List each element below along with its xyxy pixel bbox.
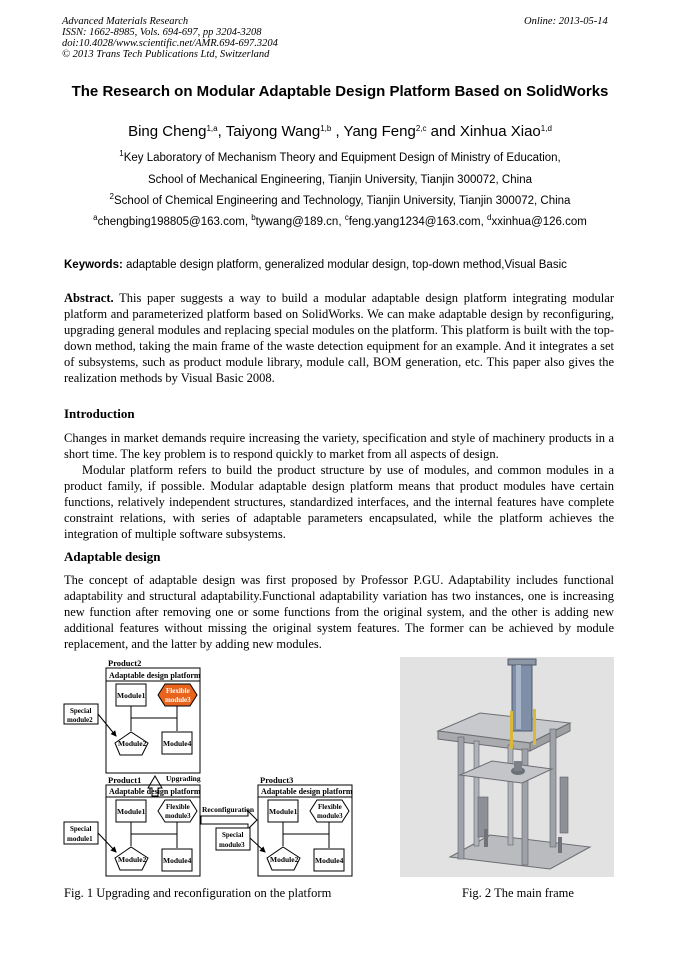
- email-sep: ,: [480, 216, 487, 228]
- aff-sup: 2: [109, 192, 114, 201]
- author-name: Taiyong Wang: [225, 123, 321, 140]
- module4-label: Module4: [315, 856, 344, 865]
- journal-name: Advanced Materials Research: [62, 16, 189, 27]
- author-name: Yang Feng: [343, 123, 416, 140]
- cylinder: [512, 661, 532, 731]
- intro-paragraph-1: Changes in market demands require increasing the variety, specification and style of machinery products in a short time. The key problem is to respond quickly to market from all aspects of design.: [64, 431, 614, 461]
- cylinder-highlight: [516, 665, 521, 729]
- guide-rod: [510, 711, 513, 749]
- email-sup: d: [486, 213, 492, 222]
- author-sup: 1,b: [320, 124, 332, 133]
- guide-rod: [533, 709, 536, 745]
- figure-2-main-frame-image: [400, 657, 614, 877]
- arrow: [98, 714, 116, 736]
- arrow: [98, 833, 116, 852]
- keywords-label: Keywords:: [64, 259, 123, 271]
- affiliation-2: [40, 194, 640, 208]
- column: [508, 745, 513, 845]
- author-sep: ,: [217, 123, 226, 140]
- bracket: [560, 777, 568, 833]
- special-module1-label-a: Special: [70, 825, 92, 833]
- issn-line: ISSN: 1662-8985, Vols. 694-697, pp 3204-3208: [62, 27, 262, 38]
- email-sup: c: [344, 213, 349, 222]
- affiliation-1-line2: School of Mechanical Engineering, Tianjin University, Tianjin 300072, China: [148, 174, 532, 186]
- paper-title: The Research on Modular Adaptable Design Platform Based on SolidWorks: [71, 83, 609, 100]
- email-list: [40, 215, 640, 229]
- special-module2-label-a: Special: [70, 707, 92, 715]
- special-module2-label-b: module2: [67, 716, 93, 724]
- module4-label: Module4: [163, 856, 192, 865]
- flexible-label-1: Flexible: [318, 803, 342, 811]
- upgrading-label: Upgrading: [166, 774, 201, 783]
- email-address: xxinhua@126.com: [491, 216, 587, 228]
- bolt: [484, 829, 488, 847]
- email-sup: b: [251, 213, 256, 222]
- aff-text: Key Laboratory of Mechanism Theory and Equipment Design of Ministry of Education,: [123, 152, 561, 164]
- figure-1-caption: Fig. 1 Upgrading and reconfiguration on the platform: [64, 886, 332, 900]
- author-sep: ,: [331, 123, 344, 140]
- aff-text: School of Chemical Engineering and Technology, Tianjin University, Tianjin 300072, China: [114, 195, 571, 207]
- introduction-heading: Introduction: [64, 406, 135, 421]
- special-module3-label-a: Special: [222, 831, 244, 839]
- abstract-label: Abstract.: [64, 291, 114, 305]
- flexible-label-1: Flexible: [166, 687, 190, 695]
- author-sep: and: [426, 123, 460, 140]
- column: [458, 737, 464, 859]
- reconfiguration-label: Reconfiguration: [202, 805, 255, 814]
- affiliation-1: [40, 151, 640, 165]
- product2-label: Product2: [108, 658, 142, 668]
- module1-label: Module1: [117, 807, 146, 816]
- author-sup: 2,c: [415, 124, 427, 133]
- figure-2-caption: Fig. 2 The main frame: [462, 886, 574, 900]
- intro-paragraph-2: Modular platform refers to build the product structure by use of modules, and common modules in a product family, if possible. Modular adaptable design platform means that product modules have certain functions, relatively independent structures, standardized interfaces, and the internal features have complete constraint relations, with series of adaptable parameters encapsulated, while the platform achieves the integration of multiple software subsystems.: [64, 463, 614, 541]
- platform-label: Adaptable design platform: [261, 787, 353, 796]
- module4-label: Module4: [163, 739, 192, 748]
- adaptable-design-heading: Adaptable design: [64, 549, 161, 564]
- module2-label: Module2: [270, 855, 299, 864]
- author-list: [60, 122, 620, 142]
- product1-label: Product1: [108, 775, 142, 785]
- platform-label: Adaptable design platform: [109, 787, 201, 796]
- adaptable-paragraph: The concept of adaptable design was first proposed by Professor P.GU. Adaptability includes functional adaptability and structural adaptability.Functional adaptability variation has two instances, one is increasing new function after removing one or some functions from the original system, and the other is adding new additional features without missing the original system features. The former can be achieved by module replacement, and the latter by adding new modules.: [64, 573, 614, 651]
- author-name: Bing Cheng: [128, 123, 207, 140]
- fixture-post: [514, 761, 522, 771]
- doi-line: doi:10.4028/www.scientific.net/AMR.694-697.3204: [62, 38, 278, 49]
- author-sup: 1,a: [206, 124, 218, 133]
- module2-label: Module2: [118, 855, 147, 864]
- bolt: [558, 837, 562, 853]
- author-name: Xinhua Xiao: [459, 123, 541, 140]
- copyright-line: © 2013 Trans Tech Publications Ltd, Switzerland: [62, 49, 270, 60]
- figure-1-diagram: [60, 656, 360, 878]
- abstract-text: This paper suggests a way to build a modular adaptable design platform integrating modular platform and parameterized platform based on SolidWorks. We can make adaptable design by reconfiguring, upgrading general modules and replacing special modules on the platform. This platform is built with the top-down method, taking the main frame of the waste detection equipment for an example. And it integrates a set of subsystems, such as product module library, module call, BOM generation, etc. This paper also gives the realization methods by Visual Basic 2008.: [64, 291, 614, 385]
- flexible-label-2: module3: [165, 812, 191, 820]
- email-address: feng.yang1234@163.com: [348, 216, 481, 228]
- email-address: tywang@189.cn: [255, 216, 339, 228]
- module1-label: Module1: [269, 807, 298, 816]
- module2-label: Module2: [118, 739, 147, 748]
- cylinder-cap: [508, 659, 536, 665]
- flexible-label-2: module3: [165, 696, 191, 704]
- flexible-label-2: module3: [317, 812, 343, 820]
- email-sup: a: [93, 213, 98, 222]
- online-date: Online: 2013-05-14: [524, 16, 608, 27]
- author-sup: 1,d: [540, 124, 552, 133]
- module1-label: Module1: [117, 691, 146, 700]
- email-address: chengbing198805@163.com: [97, 216, 245, 228]
- special-module3-label-b: module3: [219, 841, 245, 849]
- aff-sup: 1: [119, 149, 124, 158]
- product3-label: Product3: [260, 775, 294, 785]
- special-module1-label-b: module1: [67, 835, 93, 843]
- email-sep: ,: [338, 216, 345, 228]
- flexible-label-1: Flexible: [166, 803, 190, 811]
- platform-label: Adaptable design platform: [109, 671, 201, 680]
- keywords: [64, 258, 624, 272]
- column: [550, 729, 556, 847]
- abstract: [64, 290, 614, 386]
- email-sep: ,: [244, 216, 252, 228]
- keywords-text: adaptable design platform, generalized modular design, top-down method,Visual Basic: [122, 259, 567, 271]
